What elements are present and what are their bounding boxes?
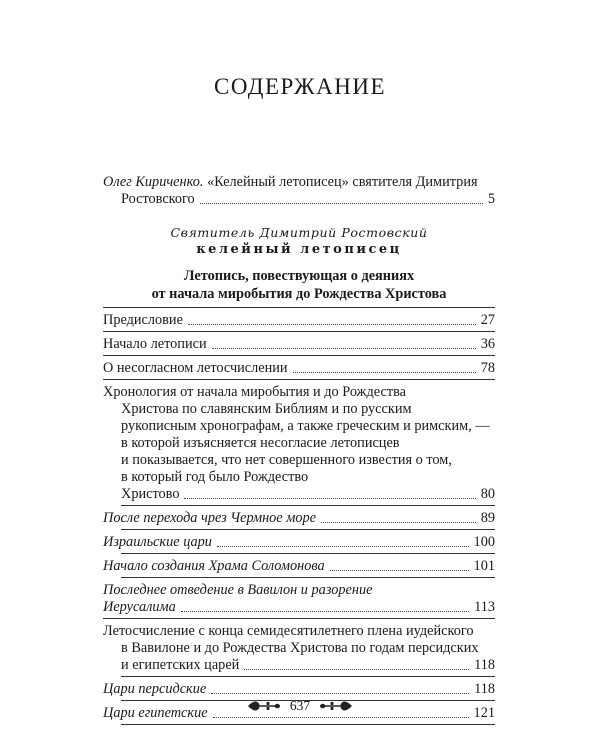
toc-entry-chronology-disagreement[interactable] xyxy=(103,356,495,379)
page-number: 78 xyxy=(480,360,495,376)
section-subtitle-2: от начала миробытия до Рождества Христова xyxy=(151,286,447,302)
toc-subentry-israel-kings[interactable] xyxy=(103,530,495,553)
section-subtitle-1: Летопись, повествующая о деяниях xyxy=(183,268,415,284)
toc-entry-preface[interactable] xyxy=(103,308,495,331)
entry-title: Израильские цари xyxy=(103,534,212,550)
dot-leader xyxy=(184,497,475,499)
dot-leader xyxy=(188,323,476,325)
intro-line-2 xyxy=(103,191,495,208)
dot-leader xyxy=(293,371,476,373)
intro-title-1: «Келейный летописец» святителя Димитрия xyxy=(207,174,478,190)
page-number: 80 xyxy=(480,486,495,502)
entry-title: Цари египетские xyxy=(103,705,208,721)
toc-entry-beginning[interactable] xyxy=(103,332,495,355)
entry-title: О несогласном летосчислении xyxy=(103,360,288,376)
page-number-footer: 637 xyxy=(289,698,311,713)
dot-leader xyxy=(213,716,469,718)
slavonic-title: келейный летописец xyxy=(196,242,402,257)
entry-title: Начало создания Храма Соломонова xyxy=(103,558,325,574)
toc-entry-chronology[interactable] xyxy=(103,380,495,505)
section-heading xyxy=(103,225,495,303)
page-number: 118 xyxy=(474,681,495,697)
entry-line: Хронология от начала миробытия и до Рождества xyxy=(103,384,406,400)
dot-leader xyxy=(200,202,483,204)
page-number: 100 xyxy=(473,534,495,550)
entry-line: Христова по славянским Библиям и по русским xyxy=(121,401,412,417)
intro-line-1 xyxy=(103,174,495,191)
page-number: 121 xyxy=(473,705,495,721)
dot-leader xyxy=(244,668,469,670)
toc-subentry-temple[interactable] xyxy=(103,554,495,577)
right-ornament-icon xyxy=(318,700,354,712)
left-ornament-icon xyxy=(246,700,282,712)
dot-leader xyxy=(181,610,469,612)
entry-line: в которой изъясняется несогласие летописцев xyxy=(121,435,400,451)
entry-title: Цари персидские xyxy=(103,681,207,697)
entry-line: Летосчисление с конца семидесятилетнего плена иудейского xyxy=(103,623,474,639)
toc-subentry-babylon[interactable] xyxy=(103,578,495,618)
entry-line: Иерусалима xyxy=(103,599,176,615)
page-number: 5 xyxy=(487,191,495,207)
dot-leader xyxy=(217,545,469,547)
entry-title: После перехода чрез Чермное море xyxy=(103,510,316,526)
page-title: СОДЕРЖАНИЕ xyxy=(213,74,386,99)
entry-line: Христово xyxy=(121,486,180,502)
dot-leader xyxy=(211,692,469,694)
toc-intro[interactable] xyxy=(103,174,495,208)
toc-subentry-persian-kings[interactable] xyxy=(103,677,495,700)
page-number: 27 xyxy=(480,312,495,328)
page-number: 101 xyxy=(473,558,495,574)
page-number: 113 xyxy=(474,599,495,615)
dot-leader xyxy=(212,347,476,349)
divider xyxy=(121,724,495,725)
slavonic-author: Святитель Димитрий Ростовский xyxy=(170,225,428,240)
entry-line: в который год было Рождество xyxy=(121,469,309,485)
toc-subentry-red-sea[interactable] xyxy=(103,506,495,529)
dot-leader xyxy=(330,569,469,571)
toc-list xyxy=(103,307,495,725)
intro-author: Олег Кириченко. xyxy=(103,174,204,190)
entry-line: и показывается, что нет совершенного известия о том, xyxy=(121,452,452,468)
entry-line: Последнее отведение в Вавилон и разорение xyxy=(103,582,373,598)
dot-leader xyxy=(321,521,476,523)
entry-title: Начало летописи xyxy=(103,336,207,352)
page-footer xyxy=(0,698,600,714)
intro-title-2: Ростовского xyxy=(121,191,195,207)
page-number: 89 xyxy=(480,510,495,526)
page-number: 36 xyxy=(480,336,495,352)
entry-title: Предисловие xyxy=(103,312,183,328)
entry-line: в Вавилоне и до Рождества Христова по годам персидских xyxy=(121,640,479,656)
page-number: 118 xyxy=(474,657,495,673)
toc-entry-persian-egyptian[interactable] xyxy=(103,619,495,676)
entry-line: и египетских царей xyxy=(121,657,240,673)
entry-line: рукописным хронографам, а также греческим и римским, — xyxy=(121,418,490,434)
